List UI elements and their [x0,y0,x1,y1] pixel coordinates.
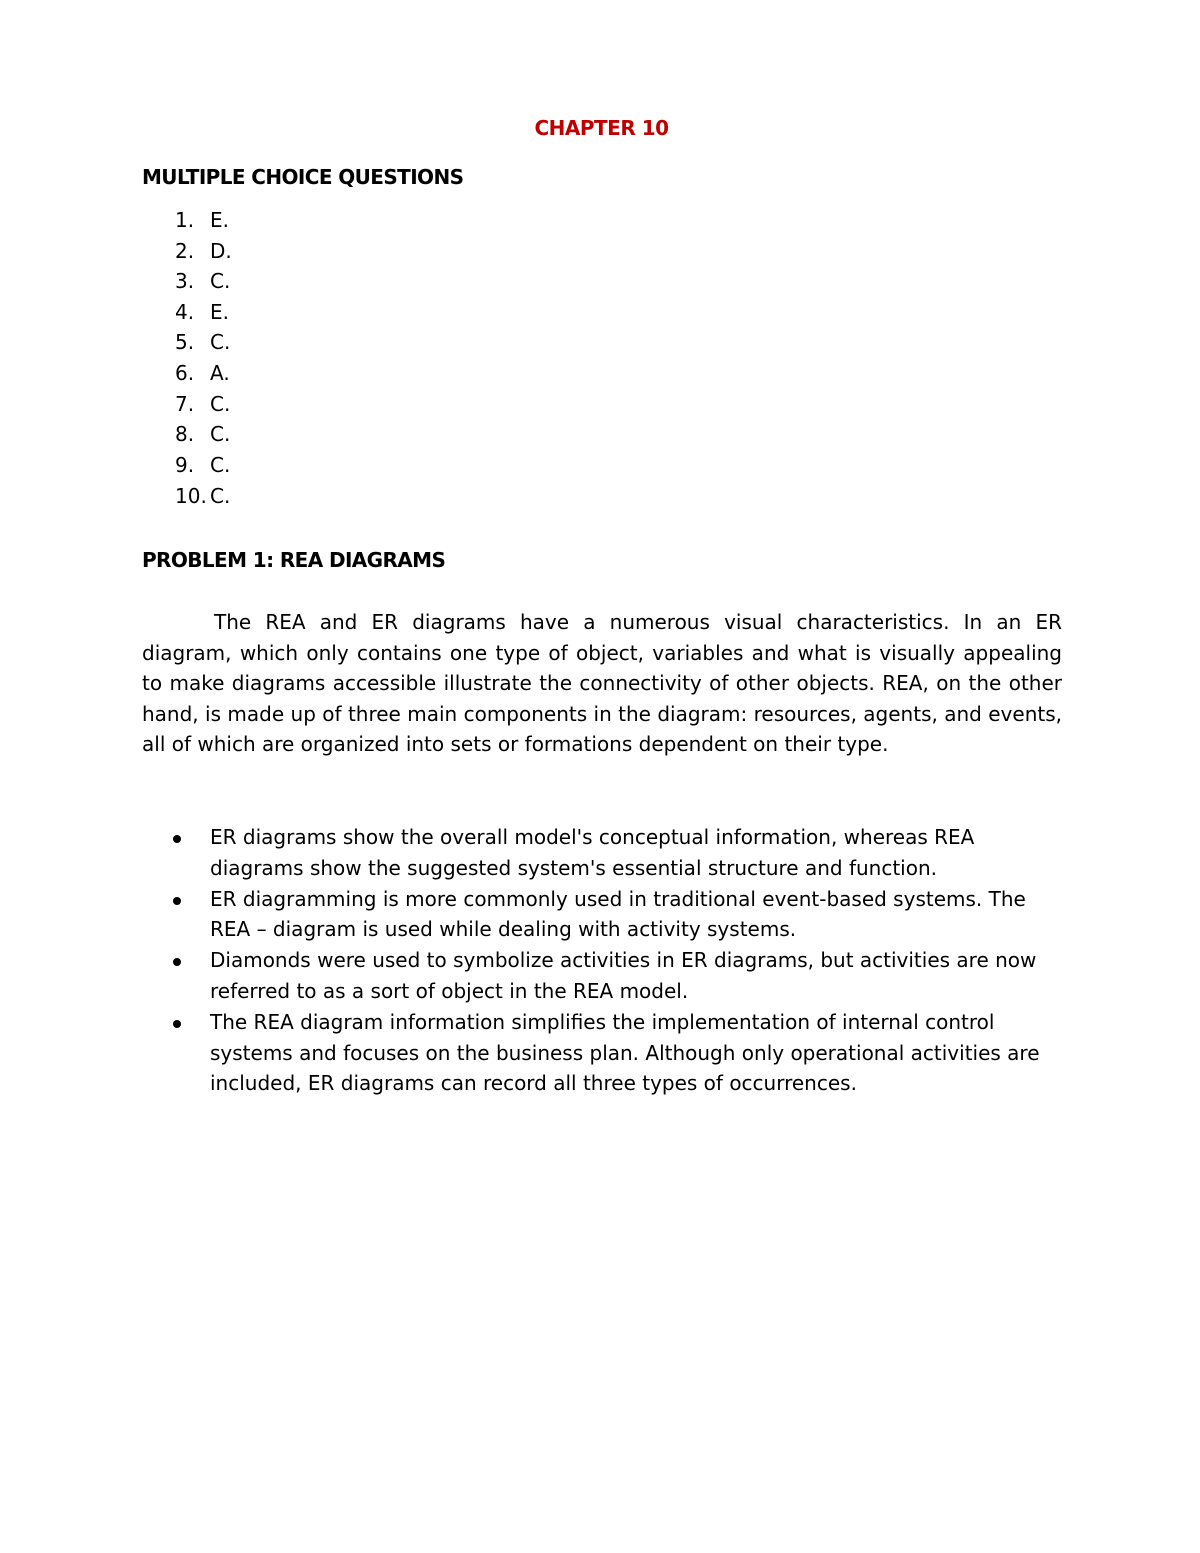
bullet-item [0,884,1040,946]
answer-number: 9. [175,452,195,477]
answer-number: 7. [175,391,195,416]
bullet-item [0,1007,1040,1099]
answer-value: A. [210,361,230,385]
bullet-item [0,945,1040,1007]
answer-value: C. [210,452,231,477]
answer-number: 2. [175,238,195,263]
answer-number: 8. [175,422,195,447]
answer-number: 1. [175,208,195,232]
bullet-icon [173,835,181,843]
body-paragraph: The REA and ER diagrams have a numerous visual characteristics. In an ER diagram, which only contains one type of object, variables and what is visually appealing to make diagrams accessible illustrate the connectivity of other objects. REA, on the other hand, is made up of three main components in the diagram: resources, agents, and events, all of which are organized into sets or formations dependent on their type. [142,610,1062,757]
bullet-text: ER diagramming is more commonly used in traditional event-based systems. The REA – diagram is used while dealing with activity systems. [210,886,1026,942]
answer-number: 5. [175,330,195,355]
chapter-title: CHAPTER 10 [534,116,669,140]
answer-number: 6. [175,361,195,385]
bullet-icon [173,897,181,905]
answer-value: C. [210,269,231,294]
bullet-icon [173,958,181,966]
answer-number: 4. [175,299,195,324]
answer-value: C. [210,484,231,509]
bullet-text: The REA diagram information simplifies the implementation of internal control systems and focuses on the business plan. Although only operational activities are included, ER diagrams can record all three types of occurrences. [210,1009,1040,1096]
mcq-heading: MULTIPLE CHOICE QUESTIONS [142,165,464,189]
answer-value: D. [210,238,232,263]
answer-value: E. [210,299,229,324]
answer-number: 3. [175,269,195,294]
answer-value: C. [210,391,231,416]
problem-heading: PROBLEM 1: REA DIAGRAMS [142,548,446,572]
answer-value: C. [210,330,231,355]
answer-value: E. [210,208,229,232]
answer-value: C. [210,422,231,447]
bullet-icon [173,1020,181,1028]
bullet-item [0,822,1040,884]
bullet-text: Diamonds were used to symbolize activities in ER diagrams, but activities are now referred to as a sort of object in the REA model. [210,948,1037,1003]
answer-number: 10. [175,484,207,509]
bullet-text: ER diagrams show the overall model's conceptual information, whereas REA diagrams show the suggested system's essential structure and function. [210,825,975,880]
bullet-list [0,822,1040,1099]
